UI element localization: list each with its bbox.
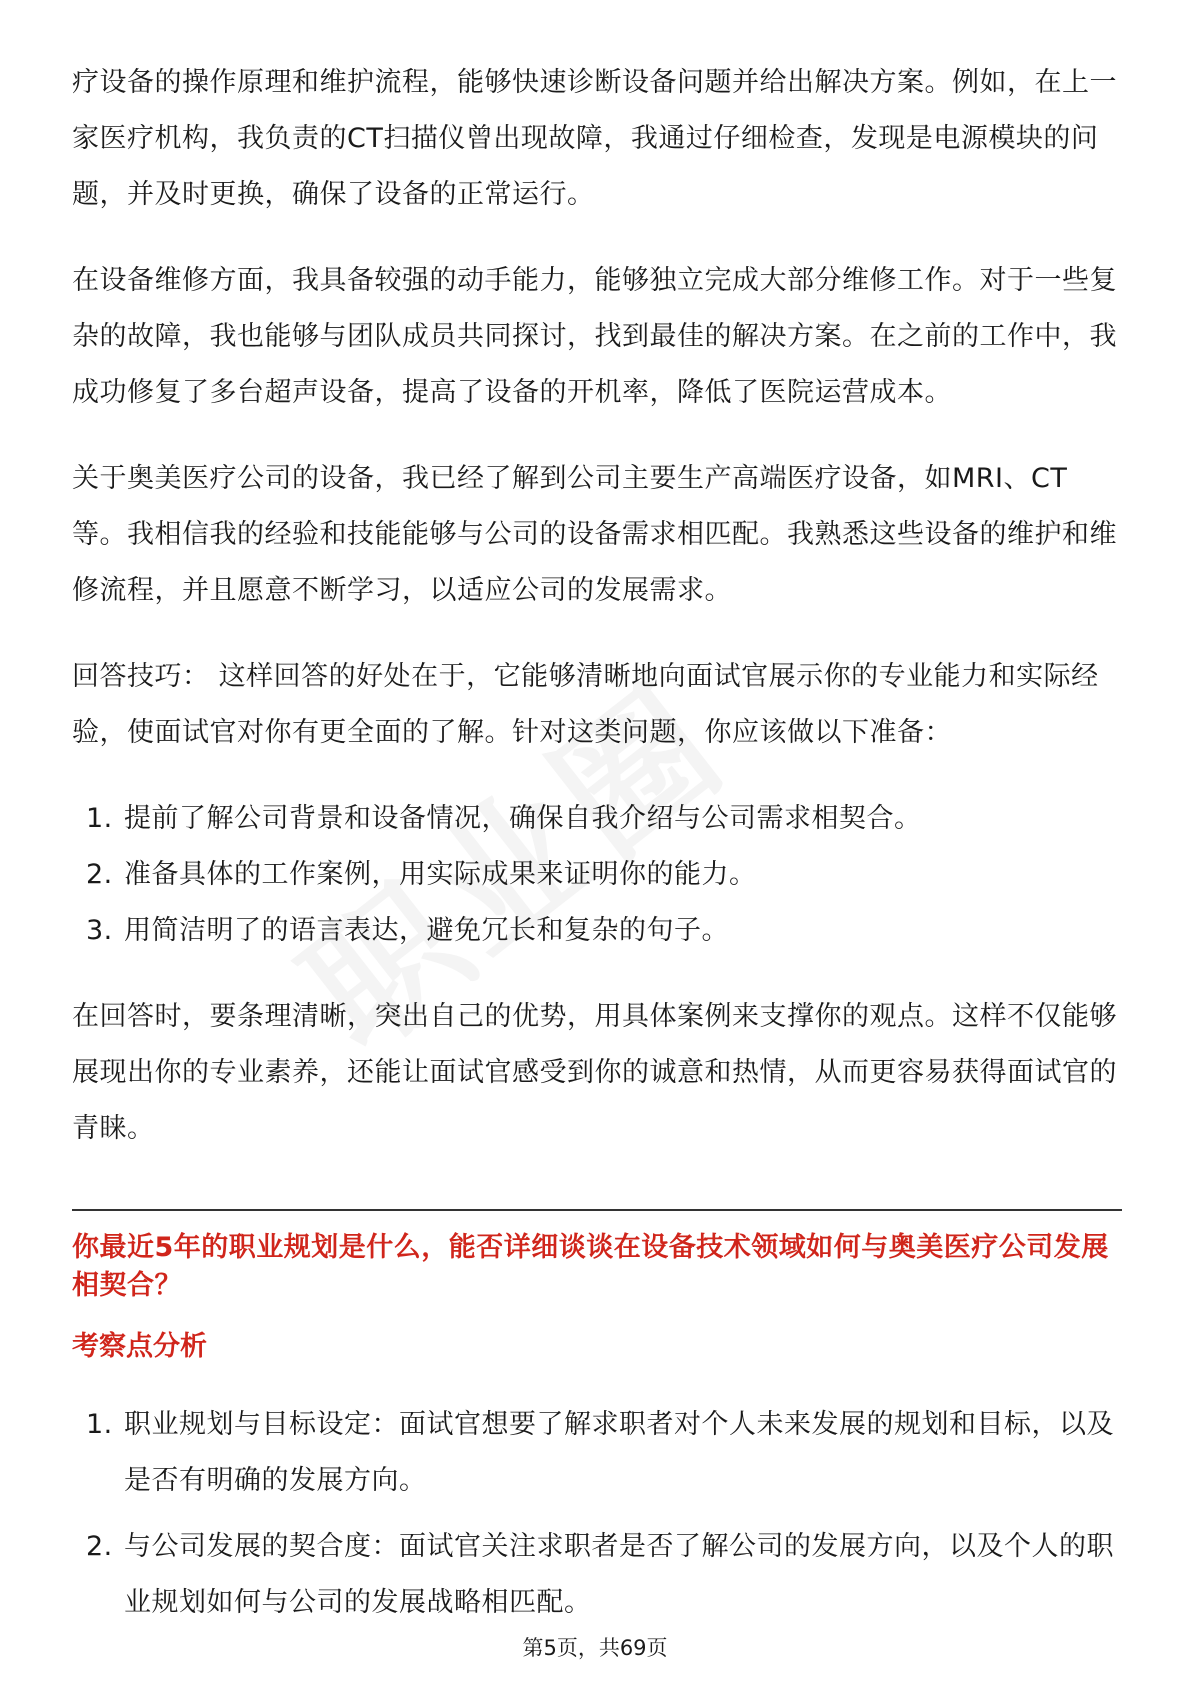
question-heading: 你最近5年的职业规划是什么，能否详细谈谈在设备技术领域如何与奥美医疗公司发展相契合？ (72, 1232, 1109, 1301)
tips-list (72, 791, 1122, 959)
list-item (72, 903, 1122, 959)
list-number: 2. (86, 1531, 113, 1562)
list-number: 1. (86, 1409, 113, 1440)
list-number: 3. (86, 915, 113, 946)
analysis-heading: 考察点分析 (72, 1331, 207, 1362)
content (72, 55, 1122, 1631)
paragraph-3: 关于奥美医疗公司的设备，我已经了解到公司主要生产高端医疗设备，如MRI、CT等。我相信我的经验和技能能够与公司的设备需求相匹配。我熟悉这些设备的维护和维修流程，并且愿意不断学习，以适应公司的发展需求。 (72, 463, 1117, 606)
analysis-points-list (72, 1397, 1122, 1631)
list-text: 提前了解公司背景和设备情况，确保自我介绍与公司需求相契合。 (124, 803, 922, 834)
answer-tips-paragraph: 回答技巧： 这样回答的好处在于，它能够清晰地向面试官展示你的专业能力和实际经验，使面试官对你有更全面的了解。针对这类问题，你应该做以下准备： (72, 661, 1099, 748)
list-text: 用简洁明了的语言表达，避免冗长和复杂的句子。 (124, 915, 729, 946)
section-divider (72, 1209, 1122, 1211)
list-item (72, 847, 1122, 903)
paragraph-2: 在设备维修方面，我具备较强的动手能力，能够独立完成大部分维修工作。对于一些复杂的故障，我也能够与团队成员共同探讨，找到最佳的解决方案。在之前的工作中，我成功修复了多台超声设备，提高了设备的开机率，降低了医院运营成本。 (72, 265, 1117, 408)
paragraph-1: 疗设备的操作原理和维护流程，能够快速诊断设备问题并给出解决方案。例如，在上一家医疗机构，我负责的CT扫描仪曾出现故障，我通过仔细检查，发现是电源模块的问题，并及时更换，确保了设备的正常运行。 (72, 67, 1117, 210)
list-text: 与公司发展的契合度：面试官关注求职者是否了解公司的发展方向，以及个人的职业规划如何与公司的发展战略相匹配。 (124, 1531, 1114, 1618)
list-item (72, 1519, 1122, 1631)
list-text: 职业规划与目标设定：面试官想要了解求职者对个人未来发展的规划和目标，以及是否有明确的发展方向。 (124, 1409, 1114, 1496)
list-item (72, 791, 1122, 847)
list-number: 2. (86, 859, 113, 890)
closing-paragraph: 在回答时，要条理清晰，突出自己的优势，用具体案例来支撑你的观点。这样不仅能够展现出你的专业素养，还能让面试官感受到你的诚意和热情，从而更容易获得面试官的青睐。 (72, 1001, 1117, 1144)
list-text: 准备具体的工作案例，用实际成果来证明你的能力。 (124, 859, 757, 890)
list-item (72, 1397, 1122, 1509)
list-number: 1. (86, 803, 113, 834)
page-number-footer: 第5页，共69页 (522, 1636, 668, 1660)
